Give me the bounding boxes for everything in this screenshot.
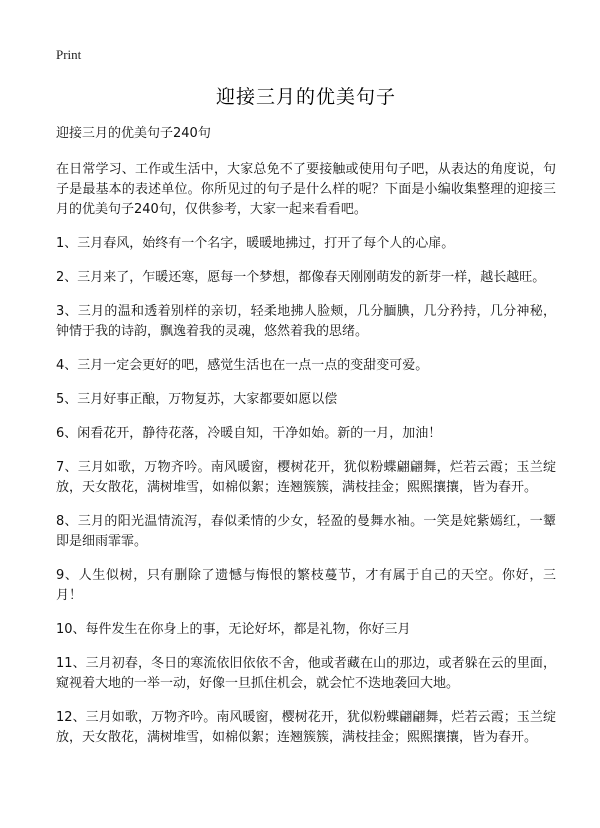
sentence-item-3: 3、三月的温和透着别样的亲切，轻柔地拂人脸颊，几分腼腆，几分矜持，几分神秘，钟情于我的诗韵，飘逸着我的灵魂，悠然着我的思绪。 [56,304,556,339]
sentence-item-9: 9、人生似树，只有删除了遗憾与悔恨的繁枝蔓节，才有属于自己的天空。你好，三月！ [56,568,556,603]
print-link[interactable]: Print [56,47,82,62]
sentence-item-6: 6、闲看花开，静待花落，冷暖自知，干净如始。新的一月，加油！ [56,426,442,441]
sentence-item-12: 12、三月如歌，万物齐吟。南风暖窗，樱树花开，犹似粉蝶翩翩舞，烂若云霞；玉兰绽放，天女散花，满树堆雪，如棉似絮；连翘簇簇，满枝挂金；熙熙攘攘，皆为春开。 [56,710,556,745]
page-title: 迎接三月的优美句子 [215,86,396,108]
sentence-item-11: 11、三月初春，冬日的寒流依旧依依不舍，他或者藏在山的那边，或者躲在云的里面，窥视着大地的一举一动，好像一旦抓住机会，就会忙不迭地袭回大地。 [56,656,556,691]
sentence-item-2: 2、三月来了，乍暖还寒，愿每一个梦想，都像春天刚刚萌发的新芽一样，越长越旺。 [56,270,546,285]
sentence-item-10: 10、每件发生在你身上的事，无论好坏，都是礼物，你好三月 [56,622,411,637]
subtitle: 迎接三月的优美句子240句 [56,126,211,141]
intro-paragraph: 在日常学习、工作或生活中，大家总免不了要接触或使用句子吧，从表达的角度说，句子是最基本的表述单位。你所见过的句子是什么样的呢？下面是小编收集整理的迎接三月的优美句子240句，仅供参考，大家一起来看看吧。 [56,162,556,217]
sentence-item-8: 8、三月的阳光温情流泻，春似柔情的少女，轻盈的曼舞水袖。一笑是姹紫嫣红，一颦即是细雨霏霏。 [56,514,556,549]
sentence-item-5: 5、三月好事正酿，万物复苏，大家都要如愿以偿 [56,392,338,407]
sentence-item-1: 1、三月春风，始终有一个名字，暖暖地拂过，打开了每个人的心扉。 [56,236,455,251]
sentence-item-4: 4、三月一定会更好的吧，感觉生活也在一点一点的变甜变可爱。 [56,358,429,373]
sentence-item-7: 7、三月如歌，万物齐吟。南风暖窗，樱树花开，犹似粉蝶翩翩舞，烂若云霞；玉兰绽放，天女散花，满树堆雪，如棉似絮；连翘簇簇，满枝挂金；熙熙攘攘，皆为春开。 [56,460,556,495]
